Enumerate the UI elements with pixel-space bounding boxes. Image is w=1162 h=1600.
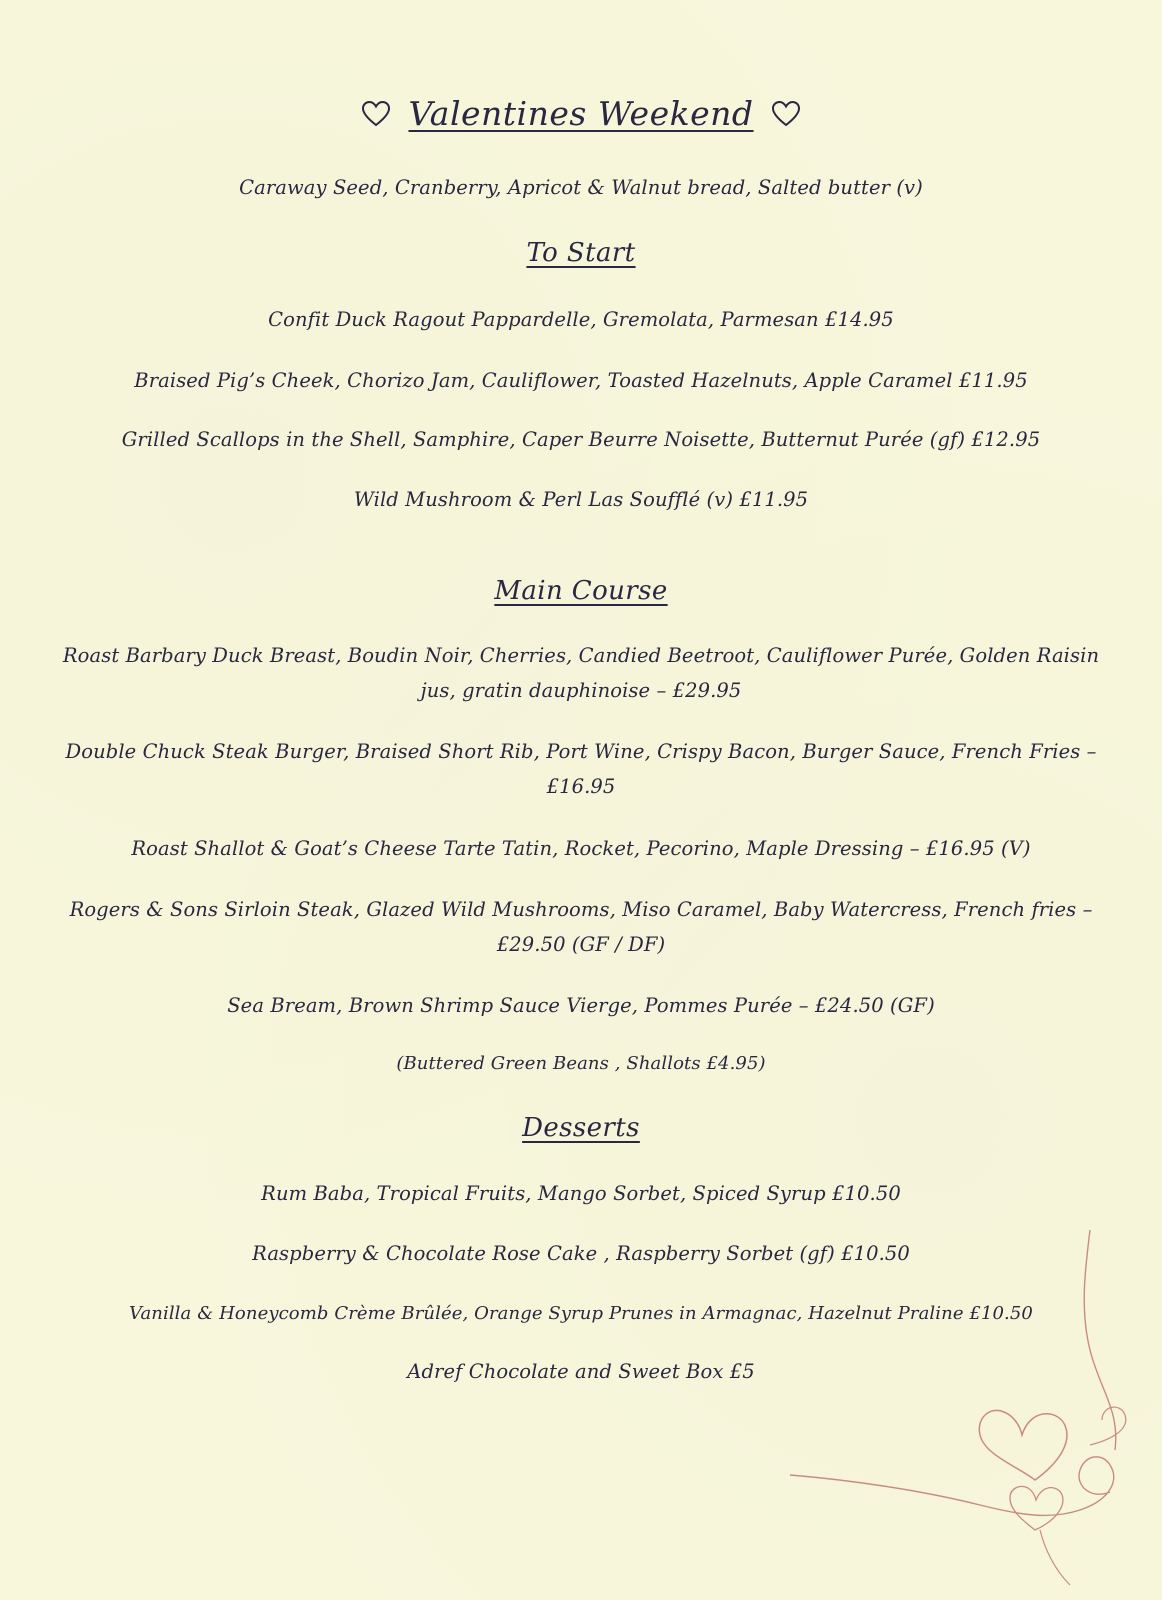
main-item-line: £29.50 (GF / DF): [496, 933, 666, 956]
dessert-item: Adref Chocolate and Sweet Box £5: [407, 1360, 755, 1383]
starter-item: Braised Pig’s Cheek, Chorizo Jam, Cauliflower, Toasted Hazelnuts, Apple Caramel £11.95: [134, 369, 1028, 392]
menu-title-row: [0, 94, 1162, 133]
main-item-line: Roast Barbary Duck Breast, Boudin Noir, Cherries, Candied Beetroot, Cauliflower Purée, Golden Raisin: [62, 644, 1100, 667]
starter-item: Confit Duck Ragout Pappardelle, Gremolata, Parmesan £14.95: [268, 308, 894, 331]
mains-heading: Main Course: [494, 576, 668, 606]
main-item-line: Rogers & Sons Sirloin Steak, Glazed Wild Mushrooms, Miso Caramel, Baby Watercress, French fries –: [69, 898, 1093, 921]
swirl-hearts-decoration: [790, 1230, 1162, 1600]
dessert-item: Raspberry & Chocolate Rose Cake , Raspberry Sorbet (gf) £10.50: [252, 1242, 910, 1265]
desserts-heading: Desserts: [522, 1113, 640, 1143]
heart-outline-icon: [361, 100, 391, 128]
dessert-item: Rum Baba, Tropical Fruits, Mango Sorbet, Spiced Syrup £10.50: [261, 1182, 901, 1205]
starters-heading: To Start: [526, 238, 636, 268]
starter-item: Wild Mushroom & Perl Las Soufflé (v) £11.95: [353, 488, 809, 511]
menu-title: Valentines Weekend: [408, 94, 754, 133]
bread-line: Caraway Seed, Cranberry, Apricot & Walnut bread, Salted butter (v): [239, 176, 923, 199]
main-item-line: Sea Bream, Brown Shrimp Sauce Vierge, Pommes Purée – £24.50 (GF): [227, 994, 935, 1017]
main-item-line: jus, gratin dauphinoise – £29.95: [420, 679, 742, 702]
dessert-item: Vanilla & Honeycomb Crème Brûlée, Orange Syrup Prunes in Armagnac, Hazelnut Praline £10.50: [129, 1303, 1033, 1324]
side-dish-line: (Buttered Green Beans , Shallots £4.95): [396, 1053, 766, 1074]
main-item-line: Double Chuck Steak Burger, Braised Short Rib, Port Wine, Crispy Bacon, Burger Sauce, French Fries –: [65, 740, 1097, 763]
starter-item: Grilled Scallops in the Shell, Samphire, Caper Beurre Noisette, Butternut Purée (gf) £12.95: [121, 428, 1041, 451]
main-item-line: Roast Shallot & Goat’s Cheese Tarte Tatin, Rocket, Pecorino, Maple Dressing – £16.95 (V): [131, 837, 1031, 860]
heart-outline-icon: [771, 100, 801, 128]
main-item-line: £16.95: [546, 775, 616, 798]
